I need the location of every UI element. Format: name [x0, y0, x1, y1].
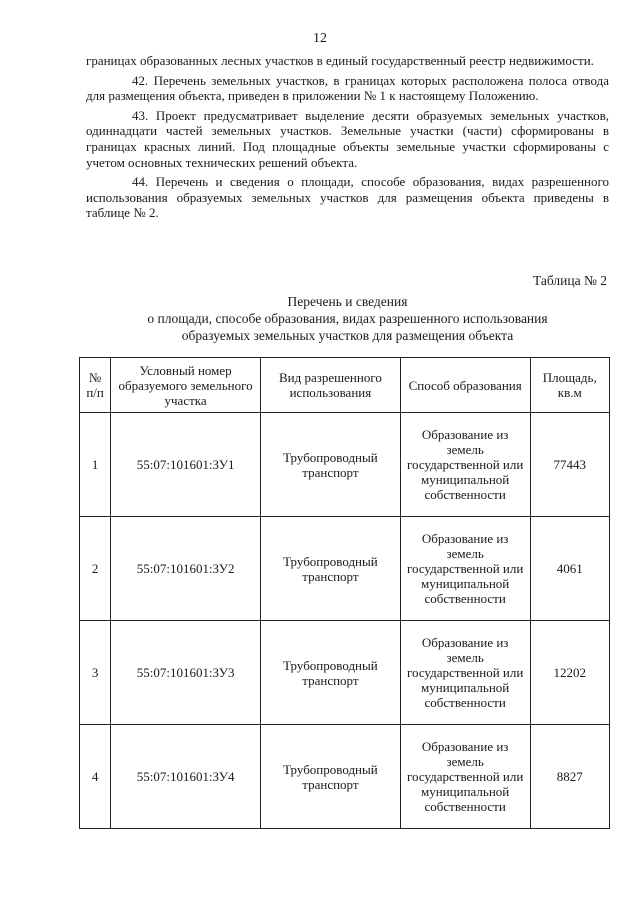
cell-area: 8827 — [530, 725, 609, 829]
cell-permitted-use: Трубопроводный транспорт — [261, 725, 401, 829]
header-area: Площадь, кв.м — [530, 358, 609, 413]
table-row — [80, 517, 610, 621]
table-caption — [86, 293, 609, 344]
header-formation-method: Способ образования — [400, 358, 530, 413]
cell-permitted-use: Трубопроводный транспорт — [261, 413, 401, 517]
header-permitted-use: Вид разрешенного использования — [261, 358, 401, 413]
cell-cadastral-number: 55:07:101601:ЗУ2 — [111, 517, 261, 621]
land-plots-table — [79, 357, 610, 829]
table-label: Таблица № 2 — [533, 273, 607, 288]
cell-cadastral-number: 55:07:101601:ЗУ3 — [111, 621, 261, 725]
cell-area: 77443 — [530, 413, 609, 517]
table-caption-line: о площади, способе образования, видах разрешенного использования — [147, 311, 548, 326]
table-caption-line: образуемых земельных участков для размещения объекта — [181, 328, 514, 343]
cell-area: 4061 — [530, 517, 609, 621]
cell-number: 3 — [80, 621, 111, 725]
cell-formation-method: Образование из земель государственной или муниципальной собственности — [400, 413, 530, 517]
body-text — [86, 53, 609, 225]
table-header-row — [80, 358, 610, 413]
cell-permitted-use: Трубопроводный транспорт — [261, 517, 401, 621]
page-number: 12 — [313, 31, 327, 46]
cell-cadastral-number: 55:07:101601:ЗУ1 — [111, 413, 261, 517]
cell-number: 4 — [80, 725, 111, 829]
table-row — [80, 413, 610, 517]
header-cadastral-number: Условный номер образуемого земельного участка — [111, 358, 261, 413]
paragraph: границах образованных лесных участков в единый государственный реестр недвижимости. — [86, 53, 594, 68]
cell-formation-method: Образование из земель государственной или муниципальной собственности — [400, 621, 530, 725]
paragraph: 44. Перечень и сведения о площади, способе образования, видах разрешенного использования образуемых земельных участков для размещения объекта приведены в таблице № 2. — [86, 174, 609, 221]
cell-cadastral-number: 55:07:101601:ЗУ4 — [111, 725, 261, 829]
cell-number: 2 — [80, 517, 111, 621]
table-row — [80, 725, 610, 829]
cell-number: 1 — [80, 413, 111, 517]
cell-formation-method: Образование из земель государственной или муниципальной собственности — [400, 517, 530, 621]
paragraph: 43. Проект предусматривает выделение десяти образуемых земельных участков, одиннадцати частей земельных участков. Земельные участки (части) сформированы в границах красных линий. Под площадные объекты земельные участки сформированы с учетом основных технических решений объекта. — [86, 107, 609, 170]
cell-area: 12202 — [530, 621, 609, 725]
table-row — [80, 621, 610, 725]
cell-permitted-use: Трубопроводный транспорт — [261, 621, 401, 725]
table-caption-line: Перечень и сведения — [287, 294, 408, 309]
cell-formation-method: Образование из земель государственной или муниципальной собственности — [400, 725, 530, 829]
paragraph: 42. Перечень земельных участков, в границах которых расположена полоса отвода для размещения объекта, приведен в приложении № 1 к настоящему Положению. — [86, 72, 609, 104]
header-number: № п/п — [80, 358, 111, 413]
